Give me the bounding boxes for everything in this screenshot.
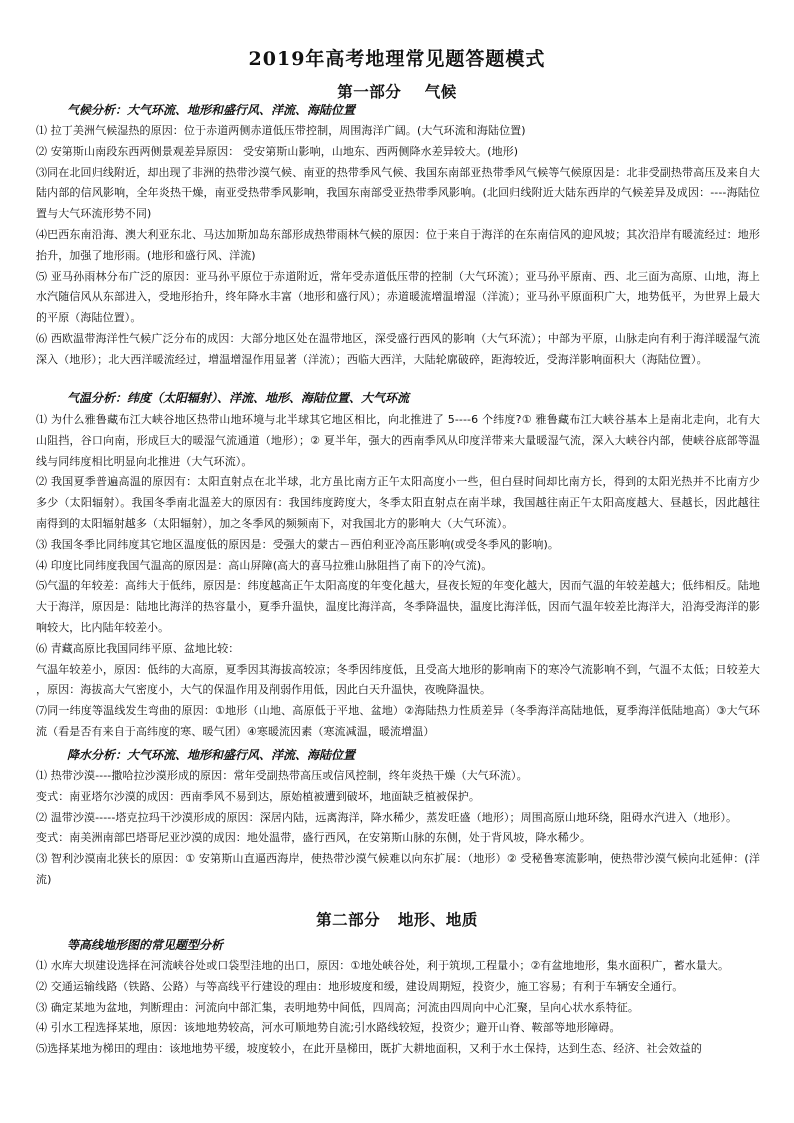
- climate-item-3: ⑶同在北回归线附近，却出现了非洲的热带沙漠气候、南亚的热带季风气候、我国东南部亚热带季风气候等气候原因是：北非受副热带高压及来自大陆内部的信风影响，全年炎热干燥，南亚受热带季风影响，我国东南部受亚热带季风影响。(北回归线附近大陆东西岸的气候差异及成因：----海陆位置与大气环流形势不同): [36, 165, 760, 221]
- temperature-item-6: ⑹ 青藏高原比我国同纬平原、盆地比较：: [36, 641, 240, 655]
- part-2-title: 第二部分 地形、地质: [316, 910, 478, 929]
- precipitation-item-3: ⑶ 智利沙漠南北狭长的原因：① 安第斯山直逼西海岸，使热带沙漠气候难以向东扩展：（地形）② 受秘鲁寒流影响，使热带沙漠气候向北延伸：(洋流): [36, 852, 760, 886]
- contour-item-4: ⑷ 引水工程选择某地，原因：该地地势较高，河水可顺地势自流;引水路线较短，投资少；避开山脊、鞍部等地形障碍。: [36, 1021, 621, 1035]
- precipitation-item-2: ⑵ 温带沙漠-----塔克拉玛干沙漠形成的原因：深居内陆，远离海洋，降水稀少，蒸发旺盛（地形）；周围高原山地环绕，阻碍水汽进入（地形）。: [36, 810, 738, 824]
- precipitation-analysis-heading: 降水分析：大气环流、地形和盛行风、洋流、海陆位置: [67, 748, 356, 762]
- temperature-item-2: ⑵ 我国夏季普遍高温的原因有：太阳直射点在北半球，北方虽比南方正午太阳高度小一些，但白昼时间却比南方长，得到的太阳光热并不比南方少多少（太阳辐射）。我国冬季南北温差大的原因有：我国纬度跨度大，冬季太阳直射点在南半球，我国越往南正午太阳高度越大、昼越长，因此越往南得到的太阳辐射越多（太阳辐射），加之冬季风的频频南下，对我国北方的影响大（大气环流）。: [36, 475, 760, 530]
- climate-section: [36, 121, 760, 371]
- climate-item-1: ⑴ 拉丁美洲气候湿热的原因：位于赤道两侧赤道低压带控制，周围海洋广阔。(大气环流和海陆位置): [36, 124, 526, 137]
- temperature-item-7: ⑺同一纬度等温线发生弯曲的原因：①地形（山地、高原低于平地、盆地）②海陆热力性质差异（冬季海洋高陆地低，夏季海洋低陆地高）③大气环流（看是否有来自于高纬度的寒、暖气团）④寒暖流因素（寒流减温，暖流增温）: [36, 704, 760, 738]
- climate-analysis-heading: 气候分析：大气环流、地形和盛行风、洋流、海陆位置: [67, 103, 356, 117]
- climate-item-4: ⑷巴西东南沿海、澳大利亚东北、马达加斯加岛东部形成热带雨林气候的原因：位于来自于海洋的在东南信风的迎风坡；其次沿岸有暖流经过：地形抬升，加强了地形雨。(地形和盛行风、洋流): [36, 227, 760, 262]
- precipitation-variant-1: 变式：南亚塔尔沙漠的成因：西南季风不易到达，原始植被遭到破坏，地面缺乏植被保护。: [36, 789, 480, 803]
- temperature-analysis-heading: 气温分析：纬度（太阳辐射）、洋流、地形、海陆位置、大气环流: [67, 391, 410, 405]
- temperature-item-5: ⑸气温的年较差：高纬大于低纬，原因是：纬度越高正午太阳高度的年变化越大，昼夜长短的年变化越大，因而气温的年较差越大；低纬相反。陆地大于海洋，原因是：陆地比海洋的热容量小，夏季升温快，温度比海洋高，冬季降温快，温度比海洋低，因而气温年较差比海洋大，沿海受海洋的影响较大，比内陆年较差小。: [36, 579, 760, 634]
- contour-item-2: ⑵ 交通运输线路（铁路、公路）与等高线平行建设的理由：地形坡度和缓，建设周期短，投资少，施工容易；有利于车辆安全通行。: [36, 979, 684, 993]
- precipitation-variant-2: 变式：南美洲南部巴塔哥尼亚沙漠的成因：地处温带，盛行西风，在安第斯山脉的东侧，处于背风坡，降水稀少。: [36, 831, 591, 845]
- temperature-item-1: ⑴ 为什么雅鲁藏布江大峡谷地区热带山地环境与北半球其它地区相比，向北推进了 5----6 个纬度?① 雅鲁藏布江大峡谷基本上是南北走向，北有大山阻挡，谷口向南，形成巨大的暖湿气流通道（地形）；② 夏半年，强大的西南季风从印度洋带来大量暖湿气流，深入大峡谷内部，使峡谷底部等温线与同纬度相比明显向北推进（大气环流）。: [36, 413, 760, 468]
- part-1-title: 第一部分 气候: [337, 82, 457, 101]
- contour-item-3: ⑶ 确定某地为盆地，判断理由：河流向中部汇集，表明地势中间低，四周高；河流由四周向中心汇聚，呈向心状水系特征。: [36, 1000, 639, 1014]
- temperature-section: [36, 410, 760, 743]
- contour-analysis-heading: 等高线地形图的常见题型分析: [67, 938, 224, 952]
- climate-item-2: ⑵ 安第斯山南段东西两侧景观差异原因： 受安第斯山影响，山地东、西两侧降水差异较大。(地形): [36, 144, 519, 158]
- document-title: 2019年高考地理常见题答题模式: [248, 48, 546, 70]
- temperature-item-6-detail: 气温年较差小，原因：低纬的大高原，夏季因其海拔高较凉；冬季因纬度低，且受高大地形的影响南下的寒冷气流影响不到，气温不太低；日较差大 ，原因：海拔高大气密度小，大气的保温作用及削弱作用低，因此白天升温快，夜晚降温快。: [36, 662, 760, 697]
- precipitation-item-1: ⑴ 热带沙漠----撒哈拉沙漠形成的原因：常年受副热带高压或信风控制，终年炎热干燥（大气环流）。: [36, 769, 528, 782]
- contour-item-5: ⑸选择某地为梯田的理由：该地地势平缓，坡度较小，在此开垦梯田，既扩大耕地面积，又利于水土保持，达到生态、经济、社会效益的: [36, 1042, 702, 1056]
- climate-item-5: ⑸ 亚马孙雨林分布广泛的原因：亚马孙平原位于赤道附近，常年受赤道低压带的控制（大气环流）；亚马孙平原南、西、北三面为高原、山地，海上水汽随信风从东部进入，受地形抬升，终年降水丰富（地形和盛行风）；赤道暖流增温增湿（洋流）；亚马孙平原面积广大，地势低平，为世界上最大的平原（海陆位置）。: [36, 269, 760, 325]
- climate-item-6: ⑹ 西欧温带海洋性气候广泛分布的成因：大部分地区处在温带地区，深受盛行西风的影响（大气环流）；中部为平原，山脉走向有利于海洋暖湿气流深入（地形）；北大西洋暖流经过，增温增湿作用显著（洋流）；西临大西洋，大陆轮廓破碎，距海较近，受海洋影响面积大（海陆位置）。: [36, 331, 760, 366]
- precipitation-section: [36, 766, 760, 891]
- temperature-item-4: ⑷ 印度比同纬度我国气温高的原因是：高山屏障(高大的喜马拉雅山脉阻挡了南下的冷气流)。: [36, 558, 493, 572]
- contour-section: [36, 956, 760, 1060]
- temperature-item-3: ⑶ 我国冬季比同纬度其它地区温度低的原因是：受强大的蒙古－西伯利亚冷高压影响(或受冬季风的影响)。: [36, 537, 559, 551]
- contour-item-1: ⑴ 水库大坝建设选择在河流峡谷处或口袋型洼地的出口，原因：①地处峡谷处，利于筑坝,工程量小；②有盆地地形，集水面积广，蓄水量大。: [36, 959, 730, 972]
